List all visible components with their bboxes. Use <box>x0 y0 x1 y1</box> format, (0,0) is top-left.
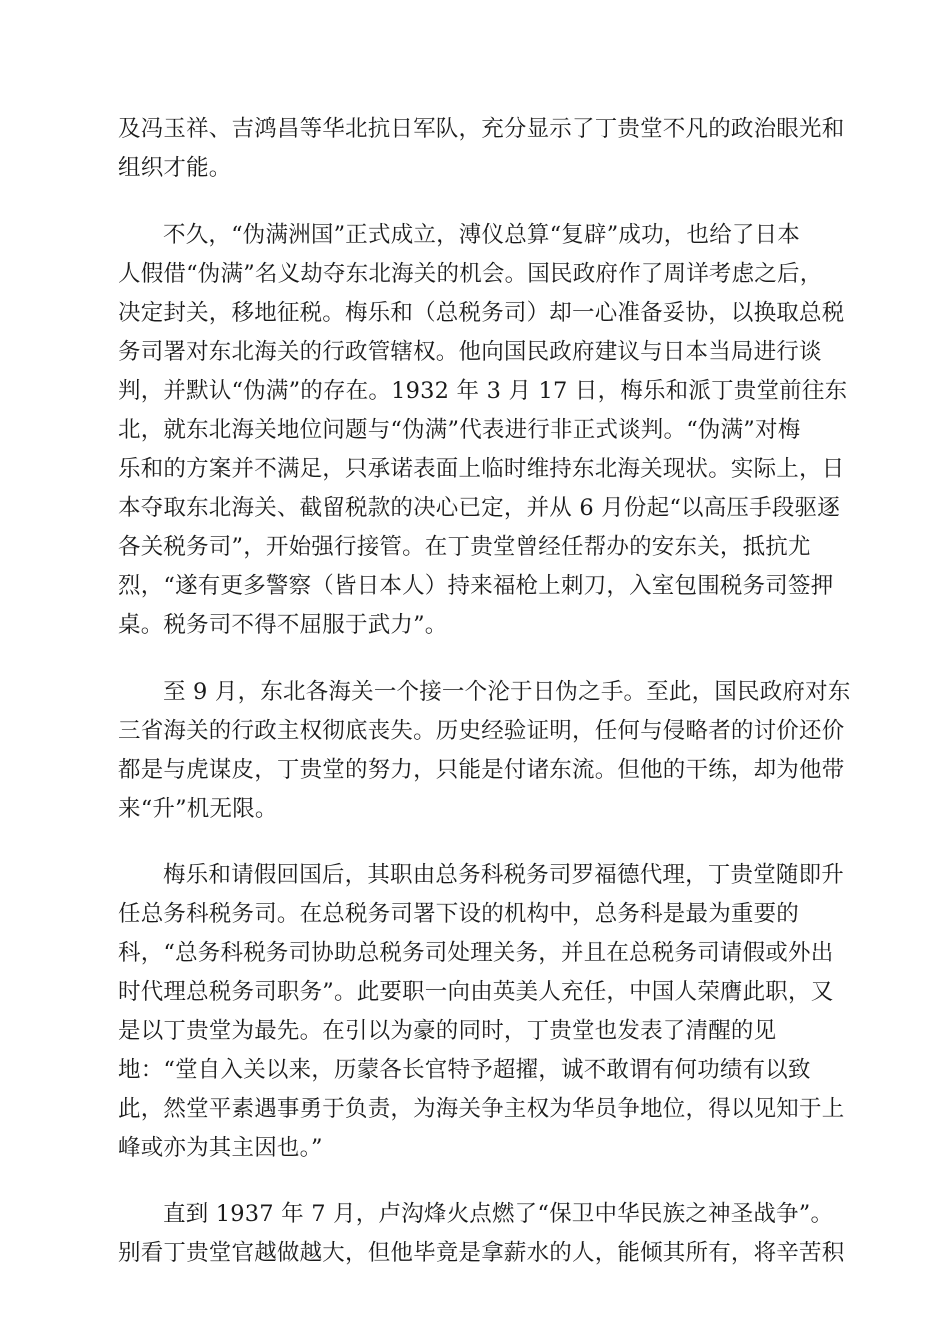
text-line: 任总务科税务司。在总税务司署下设的机构中，总务科是最为重要的 <box>118 901 800 927</box>
text-line: 组织才能。 <box>118 155 232 181</box>
text-line: 时代理总税务司职务”。此要职一向由英美人充任，中国人荣膺此职，又 <box>118 979 834 1005</box>
paragraph-1 <box>118 110 845 188</box>
text-line: 各关税务司”，开始强行接管。在丁贵堂曾经任帮办的安东关，抵抗尤 <box>118 534 811 560</box>
paragraph-2 <box>118 216 848 645</box>
text-line: 地：“堂自入关以来，历蒙各长官特予超擢，诚不敢谓有何功绩有以致 <box>118 1057 811 1083</box>
text-line: 此，然堂平素遇事勇于负责，为海关争主权为华员争地位，得以见知于上 <box>118 1096 845 1122</box>
text-line: 至 9 月，东北各海关一个接一个沦于日伪之手。至此，国民政府对东 <box>163 679 851 705</box>
text-line: 不久，“伪满洲国”正式成立，溥仪总算“复辟”成功，也给了日本 <box>163 222 801 248</box>
text-line: 本夺取东北海关、截留税款的决心已定，并从 6 月份起“以高压手段驱逐 <box>118 495 840 521</box>
text-line: 峰或亦为其主因也。” <box>118 1135 323 1161</box>
text-line: 判，并默认“伪满”的存在。1932 年 3 月 17 日，梅乐和派丁贵堂前往东 <box>118 378 848 404</box>
text-line: 直到 1937 年 7 月，卢沟烽火点燃了“保卫中华民族之神圣战争”。 <box>163 1201 834 1227</box>
text-line: 北，就东北海关地位问题与“伪满”代表进行非正式谈判。“伪满”对梅 <box>118 417 801 443</box>
text-line: 都是与虎谋皮，丁贵堂的努力，只能是付诸东流。但他的干练，却为他带 <box>118 757 845 783</box>
text-line: 决定封关，移地征税。梅乐和（总税务司）却一心准备妥协，以换取总税 <box>118 300 845 326</box>
paragraph-5 <box>118 1195 845 1273</box>
text-line: 三省海关的行政主权彻底丧失。历史经验证明，任何与侵略者的讨价还价 <box>118 718 845 744</box>
paragraph-4 <box>118 856 845 1168</box>
document-body <box>118 110 851 1273</box>
text-line: 来“升”机无限。 <box>118 796 278 822</box>
text-line: 科，“总务科税务司协助总税务司处理关务，并且在总税务司请假或外出 <box>118 940 834 966</box>
text-line: 及冯玉祥、吉鸿昌等华北抗日军队，充分显示了丁贵堂不凡的政治眼光和 <box>118 116 845 142</box>
text-line: 桌。税务司不得不屈服于武力”。 <box>118 612 448 638</box>
text-line: 务司署对东北海关的行政管辖权。他向国民政府建议与日本当局进行谈 <box>118 339 822 365</box>
text-line: 烈，“遂有更多警察（皆日本人）持来福枪上刺刀，入室包围税务司签押 <box>118 573 834 599</box>
text-line: 梅乐和请假回国后，其职由总务科税务司罗福德代理，丁贵堂随即升 <box>163 862 845 888</box>
text-line: 是以丁贵堂为最先。在引以为豪的同时，丁贵堂也发表了清醒的见 <box>118 1018 777 1044</box>
text-line: 人假借“伪满”名义劫夺东北海关的机会。国民政府作了周详考虑之后， <box>118 261 823 287</box>
paragraph-3 <box>118 673 851 829</box>
text-line: 乐和的方案并不满足，只承诺表面上临时维持东北海关现状。实际上，日 <box>118 456 845 482</box>
text-line: 别看丁贵堂官越做越大，但他毕竟是拿薪水的人，能倾其所有，将辛苦积 <box>118 1240 845 1266</box>
